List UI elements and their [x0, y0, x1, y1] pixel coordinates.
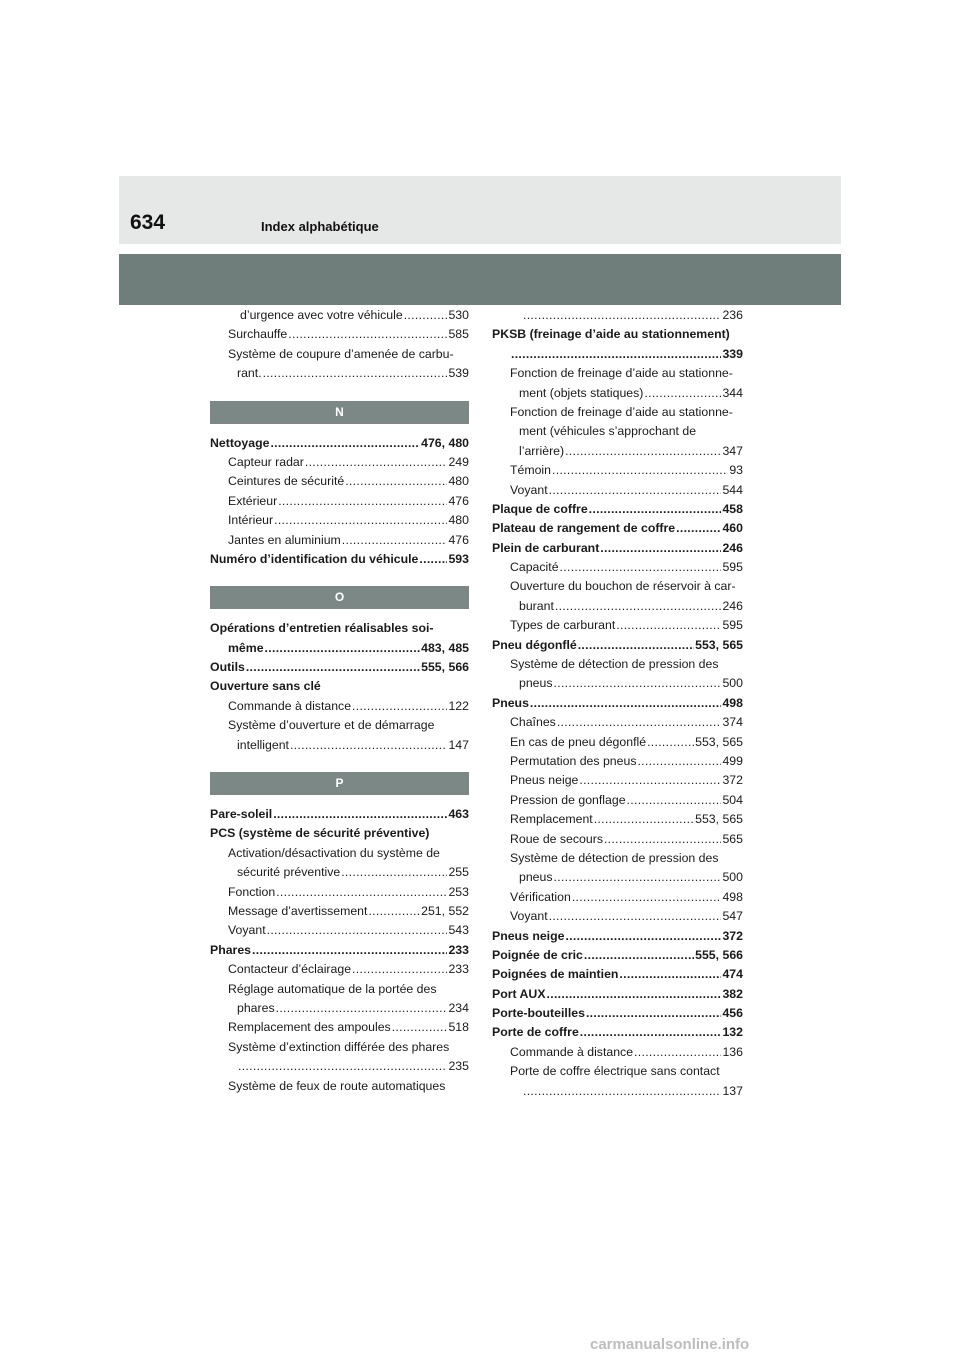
index-entry [492, 888, 743, 907]
index-entry-page: 480 [448, 474, 469, 489]
leader-dots [619, 965, 721, 984]
index-entry-page: 476 [448, 532, 469, 547]
index-entry [492, 694, 743, 713]
index-entry [492, 597, 743, 616]
index-entry-text: Pneus neige [492, 928, 565, 943]
index-entry-page: 137 [722, 1083, 743, 1098]
index-entry-text: Contacteur d’éclairage [228, 962, 352, 977]
index-entry [210, 902, 469, 921]
index-entry-page: 565 [722, 831, 743, 846]
leader-dots [523, 306, 721, 325]
index-entry-page: 234 [448, 1000, 469, 1015]
index-entry [492, 771, 743, 790]
leader-dots [342, 531, 448, 550]
leader-dots [404, 306, 448, 325]
index-entry [210, 999, 469, 1018]
index-entry-text: En cas de pneu dégonflé [510, 734, 647, 749]
index-entry [210, 980, 469, 999]
index-entry-page: 233 [448, 942, 469, 957]
index-entry-text: pneus [519, 870, 553, 885]
index-entry-page: 372 [722, 773, 743, 788]
leader-dots [352, 960, 447, 979]
index-entry-page: 374 [722, 715, 743, 730]
index-entry-page: 93 [729, 463, 743, 478]
leader-dots [584, 946, 694, 965]
index-entry [492, 830, 743, 849]
index-entry [492, 713, 743, 732]
index-entry [210, 619, 469, 638]
leader-dots [644, 384, 721, 403]
index-entry [492, 674, 743, 693]
index-column-right [492, 306, 743, 1101]
index-entry [492, 384, 743, 403]
leader-dots [263, 364, 448, 383]
index-entry [492, 1023, 743, 1042]
index-entry [210, 863, 469, 882]
index-entry-page: 122 [448, 698, 469, 713]
index-entry-page: 372 [722, 928, 743, 943]
index-entry-text: Pare-soleil [210, 807, 273, 822]
index-entry [210, 941, 469, 960]
index-entry-text: Fonction de freinage d’aide au stationne- [510, 404, 733, 419]
index-entry [492, 791, 743, 810]
index-entry-text: Capacité [510, 560, 559, 575]
index-entry-page: 498 [722, 695, 743, 710]
header-dark-band [119, 254, 841, 305]
index-entry [492, 1082, 743, 1101]
index-entry [210, 325, 469, 344]
leader-dots [552, 461, 728, 480]
index-entry-text: d’urgence avec votre véhicule [240, 308, 403, 322]
index-entry-text: Fonction de freinage d’aide au stationne- [510, 366, 733, 381]
index-entry [210, 716, 469, 735]
index-entry [492, 946, 743, 965]
leader-dots [637, 752, 721, 771]
index-entry-page: 518 [448, 1020, 469, 1035]
index-entry [492, 868, 743, 887]
leader-dots [647, 733, 694, 752]
leader-dots [572, 888, 722, 907]
letter-section-header: N [210, 401, 469, 424]
index-entry [210, 824, 469, 843]
leader-dots [578, 636, 694, 655]
index-entry-text: Message d’avertissement [228, 903, 368, 918]
index-entry-text: Jantes en aluminium [228, 532, 341, 547]
index-entry-text: rant. [237, 366, 262, 381]
index-entry-page: 246 [722, 598, 743, 613]
index-entry-text: Voyant [510, 909, 548, 924]
index-column-left [210, 306, 469, 1096]
index-entry [210, 1057, 469, 1076]
index-entry [492, 1062, 743, 1081]
index-entry [492, 985, 743, 1004]
page-number: 634 [130, 211, 166, 234]
index-entry-page: 499 [722, 753, 743, 768]
index-entry-page: 476, 480 [421, 435, 469, 450]
index-entry [492, 306, 743, 325]
index-entry-text: phares [237, 1000, 275, 1015]
index-entry-page: 253 [448, 884, 469, 899]
index-entry [210, 1038, 469, 1057]
index-entry [492, 849, 743, 868]
index-entry [210, 697, 469, 716]
leader-dots [368, 902, 420, 921]
index-entry-text: Système d’extinction différée des phares [228, 1039, 450, 1054]
leader-dots [586, 1004, 722, 1023]
index-entry [210, 511, 469, 530]
index-entry [492, 810, 743, 829]
leader-dots [594, 810, 694, 829]
index-entry-page: 585 [448, 327, 469, 342]
index-entry [210, 677, 469, 696]
index-entry [210, 883, 469, 902]
index-entry [492, 1004, 743, 1023]
index-entry-page: 555, 566 [421, 660, 469, 675]
index-entry-text: même [228, 640, 264, 655]
index-entry-page: 544 [722, 482, 743, 497]
leader-dots [549, 907, 722, 926]
index-entry [492, 616, 743, 635]
index-entry-page: 504 [722, 792, 743, 807]
index-entry [210, 844, 469, 863]
index-entry-text: Ouverture sans clé [210, 679, 321, 694]
index-entry-text: Pneus [492, 695, 529, 710]
leader-dots [352, 697, 447, 716]
index-entry-page: 136 [722, 1044, 743, 1059]
index-entry-text: sécurité préventive [237, 865, 341, 880]
index-entry [210, 345, 469, 364]
index-entry-text: Pneu dégonflé [492, 637, 577, 652]
leader-dots [530, 694, 722, 713]
index-entry [210, 921, 469, 940]
index-entry-text: Système de détection de pression des [510, 657, 719, 672]
leader-dots [604, 830, 722, 849]
index-entry-page: 147 [448, 737, 469, 752]
index-entry-page: 347 [722, 443, 743, 458]
letter-section-header: O [210, 586, 469, 609]
leader-dots [392, 1018, 448, 1037]
leader-dots [246, 658, 420, 677]
leader-dots [345, 472, 447, 491]
index-entry-page: 539 [448, 366, 469, 381]
leader-dots [274, 511, 447, 530]
index-entry-text: Port AUX [492, 986, 546, 1001]
index-entry-page: 382 [722, 986, 743, 1001]
leader-dots [600, 539, 721, 558]
index-entry-page: 547 [722, 909, 743, 924]
index-entry-text: Fonction [228, 884, 276, 899]
index-entry-page: 236 [722, 308, 743, 322]
index-entry [492, 403, 743, 422]
index-entry-page: 555, 566 [695, 947, 743, 962]
index-entry-text: Porte-bouteilles [492, 1006, 585, 1021]
index-entry [210, 736, 469, 755]
index-entry [210, 1077, 469, 1096]
leader-dots [305, 453, 448, 472]
index-entry-text: Nettoyage [210, 435, 270, 450]
index-entry-page: 593 [448, 551, 469, 566]
leader-dots [290, 736, 448, 755]
index-entry-text: Système de feux de route automatiques [228, 1078, 446, 1093]
index-entry [492, 655, 743, 674]
index-entry-page: 500 [722, 870, 743, 885]
spacer [210, 609, 469, 619]
index-entry-page: 480 [448, 513, 469, 528]
index-entry [492, 577, 743, 596]
leader-dots [511, 345, 721, 364]
index-entry [210, 805, 469, 824]
index-entry-page: 595 [722, 560, 743, 575]
index-entry [210, 658, 469, 677]
index-entry-text: Plaque de coffre [492, 501, 588, 516]
index-entry-text: Numéro d’identification du véhicule [210, 551, 419, 566]
index-entry [492, 519, 743, 538]
spacer [210, 384, 469, 401]
index-entry-text: Plateau de rangement de coffre [492, 521, 676, 536]
index-entry-text: Phares [210, 942, 252, 957]
leader-dots [276, 883, 447, 902]
index-entry [492, 461, 743, 480]
index-entry-text: Poignée de cric [492, 947, 583, 962]
index-entry-text: Commande à distance [510, 1044, 634, 1059]
index-entry-page: 458 [722, 501, 743, 516]
index-entry-text: Outils [210, 660, 245, 675]
index-entry-text: pneus [519, 676, 553, 691]
index-entry-page: 474 [722, 967, 743, 982]
leader-dots [288, 325, 447, 344]
index-entry-page: 233 [448, 962, 469, 977]
spacer [210, 424, 469, 434]
index-entry-page: 553, 565 [695, 637, 743, 652]
index-entry-text: burant [519, 598, 554, 613]
index-entry-text: PKSB (freinage d’aide au stationnement) [492, 327, 730, 342]
leader-dots [579, 771, 721, 790]
index-entry-page: 339 [722, 346, 743, 361]
leader-dots [627, 791, 722, 810]
index-entry-text: ment (objets statiques) [519, 385, 644, 400]
index-entry-page: 344 [722, 385, 743, 400]
leader-dots [676, 519, 721, 538]
index-entry [210, 531, 469, 550]
leader-dots [554, 674, 722, 693]
index-entry-page: 553, 565 [695, 734, 743, 749]
index-entry-page: 530 [448, 308, 469, 322]
spacer [210, 569, 469, 586]
index-entry [210, 960, 469, 979]
index-entry [492, 422, 743, 441]
index-entry [210, 472, 469, 491]
index-entry [492, 733, 743, 752]
index-entry-text: Remplacement des ampoules [228, 1020, 391, 1035]
index-entry-text: Intérieur [228, 513, 274, 528]
index-entry-page: 249 [448, 454, 469, 469]
index-entry-text: ment (véhicules s’approchant de [519, 424, 697, 439]
leader-dots [276, 999, 448, 1018]
index-entry-text: Système de détection de pression des [510, 850, 719, 865]
leader-dots [565, 927, 721, 946]
index-entry [492, 364, 743, 383]
index-entry-page: 500 [722, 676, 743, 691]
leader-dots [555, 597, 722, 616]
index-entry [492, 325, 743, 344]
spacer [210, 755, 469, 772]
index-entry [492, 927, 743, 946]
index-entry-text: Porte de coffre électrique sans contact [510, 1064, 720, 1079]
index-entry-text: Pression de gonflage [510, 792, 626, 807]
index-entry-page: 595 [722, 618, 743, 633]
leader-dots [547, 985, 722, 1004]
index-entry-text: Pneus neige [510, 773, 579, 788]
index-entry-page: 483, 485 [421, 640, 469, 655]
index-entry-page: 456 [722, 1006, 743, 1021]
index-entry-text: Ouverture du bouchon de réservoir à car- [510, 579, 736, 594]
leader-dots [634, 1043, 721, 1062]
leader-dots [267, 921, 448, 940]
index-entry [210, 1018, 469, 1037]
index-entry-text: Permutation des pneus [510, 753, 637, 768]
leader-dots [265, 639, 421, 658]
index-entry [210, 306, 469, 325]
index-entry [492, 345, 743, 364]
index-entry-text: Extérieur [228, 493, 278, 508]
index-entry-text: Voyant [510, 482, 548, 497]
index-entry [492, 539, 743, 558]
index-entry-page: 460 [722, 521, 743, 536]
leader-dots [278, 492, 447, 511]
watermark: carmanualsonline.info [590, 1336, 750, 1353]
index-entry [210, 550, 469, 569]
index-entry [210, 492, 469, 511]
index-entry-page: 251, 552 [421, 903, 469, 918]
header-band [119, 176, 841, 244]
leader-dots [273, 805, 447, 824]
index-entry-page: 463 [448, 807, 469, 822]
index-entry-page: 498 [722, 889, 743, 904]
index-entry-text: Remplacement [510, 812, 593, 827]
index-entry [210, 364, 469, 383]
index-entry-text: Voyant [228, 923, 266, 938]
index-entry-text: Plein de carburant [492, 540, 600, 555]
index-entry-text: Vérification [510, 889, 571, 904]
index-entry [210, 434, 469, 453]
index-entry-page: 553, 565 [695, 812, 743, 827]
leader-dots [554, 868, 722, 887]
index-entry-text: Chaînes [510, 715, 556, 730]
index-entry [492, 442, 743, 461]
index-entry [492, 965, 743, 984]
index-entry-page: 246 [722, 540, 743, 555]
leader-dots [252, 941, 447, 960]
index-entry-text: Commande à distance [228, 698, 352, 713]
index-entry-text: Roue de secours [510, 831, 603, 846]
index-entry [492, 481, 743, 500]
index-entry-text: Système d’ouverture et de démarrage [228, 718, 435, 733]
leader-dots [419, 550, 447, 569]
leader-dots [549, 481, 722, 500]
leader-dots [580, 1023, 722, 1042]
index-entry-text: Opérations d’entretien réalisables soi- [210, 621, 434, 636]
leader-dots [589, 500, 722, 519]
index-entry-page: 132 [722, 1025, 743, 1040]
index-entry-text: intelligent [237, 737, 289, 752]
index-entry-text: Témoin [510, 463, 552, 478]
leader-dots [270, 434, 420, 453]
leader-dots [341, 863, 447, 882]
spacer [210, 795, 469, 805]
leader-dots [557, 713, 722, 732]
leader-dots [560, 558, 722, 577]
index-entry-page: 235 [448, 1059, 469, 1074]
index-entry [492, 500, 743, 519]
index-entry-page: 476 [448, 493, 469, 508]
index-entry [492, 907, 743, 926]
index-entry [492, 1043, 743, 1062]
index-entry-page: 543 [448, 923, 469, 938]
leader-dots [238, 1057, 447, 1076]
index-entry [210, 639, 469, 658]
index-entry-text: Système de coupure d’amenée de carbu- [228, 346, 454, 361]
index-entry [492, 752, 743, 771]
index-entry [492, 558, 743, 577]
index-entry-text: Porte de coffre [492, 1025, 579, 1040]
index-entry-text: l’arrière) [519, 443, 565, 458]
index-entry-text: Capteur radar [228, 454, 304, 469]
leader-dots [565, 442, 721, 461]
index-entry-text: Types de carburant [510, 618, 616, 633]
letter-section-header: P [210, 772, 469, 795]
index-entry-text: Réglage automatique de la portée des [228, 981, 437, 996]
section-title: Index alphabétique [261, 219, 379, 234]
index-entry-text: PCS (système de sécurité préventive) [210, 826, 430, 841]
index-entry-text: Surchauffe [228, 327, 288, 342]
index-entry-page: 255 [448, 865, 469, 880]
leader-dots [523, 1082, 721, 1101]
index-entry-text: Poignées de maintien [492, 967, 619, 982]
index-entry [492, 636, 743, 655]
index-entry [210, 453, 469, 472]
index-entry-text: Ceintures de sécurité [228, 474, 345, 489]
leader-dots [616, 616, 721, 635]
index-entry-text: Activation/désactivation du système de [228, 845, 440, 860]
